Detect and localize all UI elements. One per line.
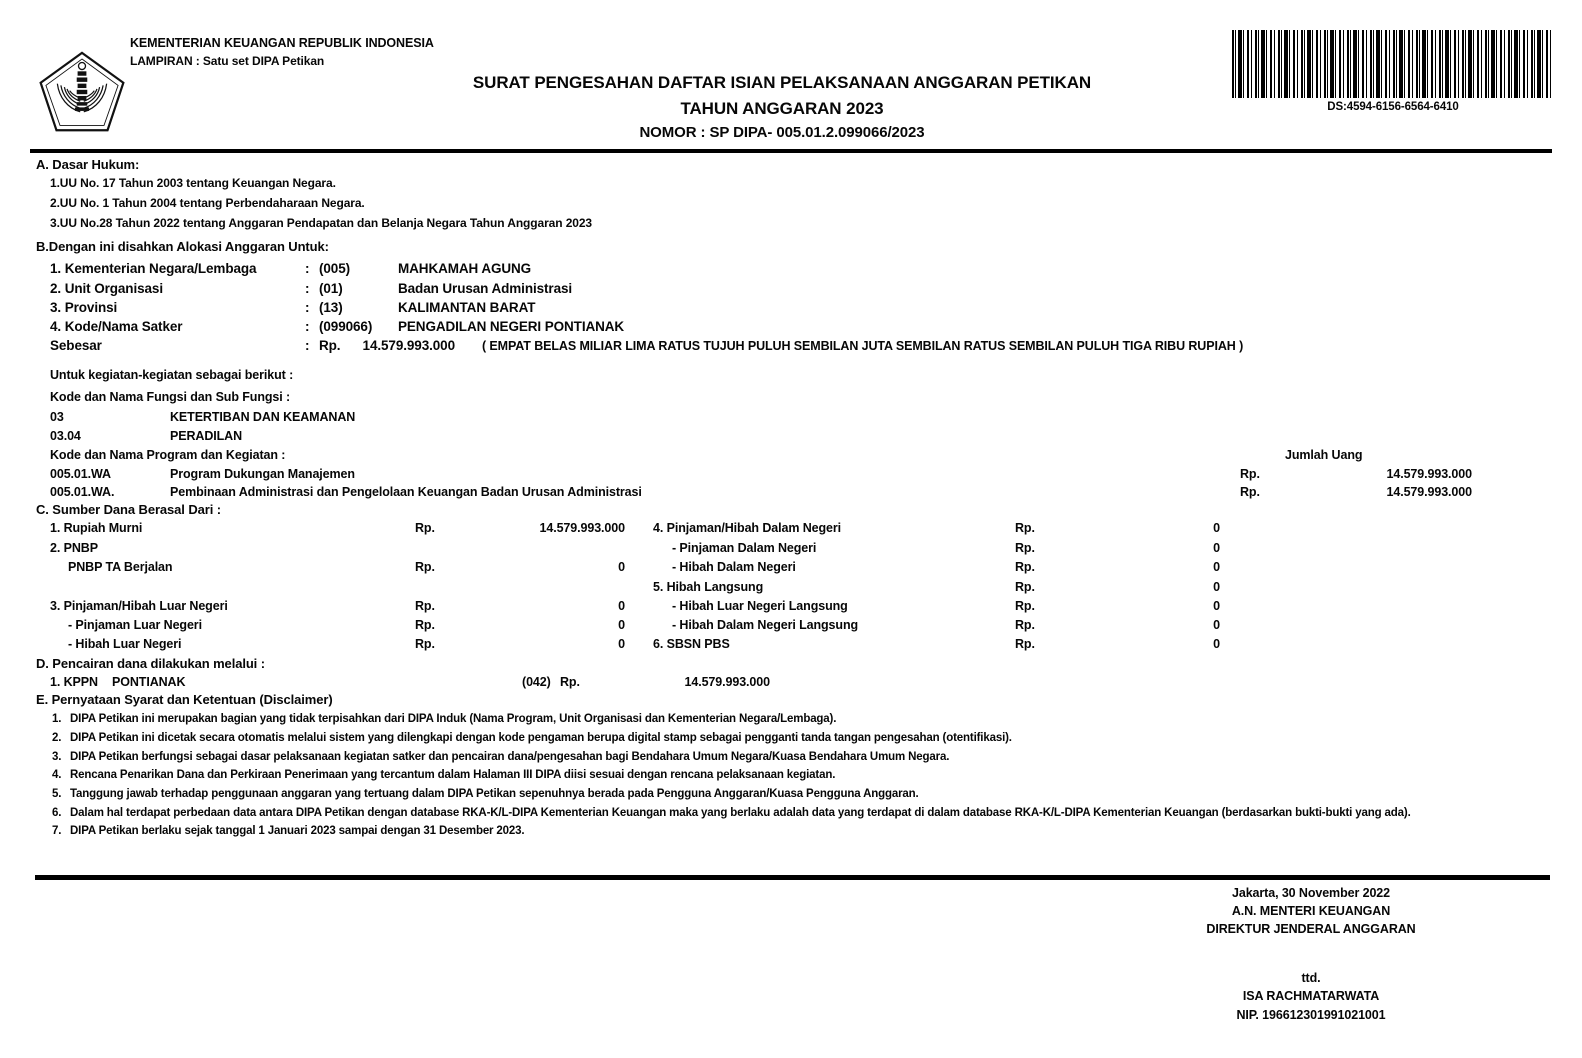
fiscal-year-title: TAHUN ANGGARAN 2023 <box>680 99 884 118</box>
fungsi-name: PERADILAN <box>170 429 243 443</box>
b-row-label: 2. Unit Organisasi <box>50 281 163 296</box>
sumber-dana-currency: Rp. <box>1015 541 1035 555</box>
program-code: 005.01.WA <box>50 467 111 481</box>
sebesar-currency: Rp. <box>319 338 341 353</box>
disclaimer-item: DIPA Petikan berlaku sejak tanggal 1 Januari 2023 sampai dengan 31 Desember 2023. <box>70 825 525 837</box>
sumber-dana-label: - Pinjaman Luar Negeri <box>68 618 202 632</box>
sumber-dana-currency: Rp. <box>1015 580 1035 594</box>
sumber-dana-amount: 0 <box>1213 599 1220 613</box>
kppn-currency: Rp. <box>560 675 580 689</box>
sumber-dana-amount: 0 <box>1213 618 1220 632</box>
sumber-dana-currency: Rp. <box>415 560 435 574</box>
sumber-dana-label: - Hibah Dalam Negeri <box>672 560 796 574</box>
sumber-dana-amount: 0 <box>618 637 625 651</box>
program-name: Pembinaan Administrasi dan Pengelolaan Keuangan Badan Urusan Administrasi <box>170 485 642 499</box>
kppn-name: PONTIANAK <box>112 675 186 689</box>
kppn-amount: 14.579.993.000 <box>684 675 770 689</box>
disclaimer-item: DIPA Petikan ini dicetak secara otomatis melalui sistem yang dilengkapi dengan kode pengaman berupa digital stamp sebagai pengganti tanda tangan pengesahan (otentifikasi). <box>70 732 1012 744</box>
disclaimer-item: Dalam hal terdapat perbedaan data antara DIPA Petikan dengan database RKA-K/L-DIPA Kementerian Keuangan maka yang berlaku adalah data yang terdapat di dalam database RKA-K/L-DIPA Kementerian Keuangan (berdasarkan bukti-bukti yang ada). <box>70 807 1411 819</box>
sumber-dana-currency: Rp. <box>415 521 435 535</box>
barcode-label: DS:4594-6156-6564-6410 <box>1327 101 1459 113</box>
sumber-dana-label: - Hibah Luar Negeri <box>68 637 182 651</box>
signature-nip: NIP. 196612301991021001 <box>1236 1008 1386 1022</box>
ministry-name: KEMENTERIAN KEUANGAN REPUBLIK INDONESIA <box>130 36 434 50</box>
program-heading: Kode dan Nama Program dan Kegiatan : <box>50 448 286 462</box>
dasar-hukum-item: 3.UU No.28 Tahun 2022 tentang Anggaran Pendapatan dan Belanja Negara Tahun Anggaran 2023 <box>50 216 592 230</box>
sebesar-amount-words: ( EMPAT BELAS MILIAR LIMA RATUS TUJUH PULUH SEMBILAN JUTA SEMBILAN RATUS SEMBILAN PULUH TIGA RIBU RUPIAH ) <box>482 339 1244 353</box>
sumber-dana-currency: Rp. <box>1015 599 1035 613</box>
sumber-dana-amount: 14.579.993.000 <box>539 521 625 535</box>
colon: : <box>305 261 310 276</box>
sumber-dana-currency: Rp. <box>415 618 435 632</box>
fungsi-code: 03.04 <box>50 429 81 443</box>
b-row-value: Badan Urusan Administrasi <box>398 281 573 296</box>
sumber-dana-label: - Hibah Dalam Negeri Langsung <box>672 618 859 632</box>
sumber-dana-currency: Rp. <box>1015 618 1035 632</box>
section-c-heading: C. Sumber Dana Berasal Dari : <box>36 502 221 517</box>
disclaimer-item: Rencana Penarikan Dana dan Perkiraan Penerimaan yang tercantum dalam Halaman III DIPA diisi sesuai dengan rencana pelaksanaan kegiatan. <box>70 769 836 781</box>
header-divider <box>30 149 1552 153</box>
disclaimer-num: 6. <box>52 807 62 819</box>
sebesar-amount: 14.579.993.000 <box>362 338 455 353</box>
signature-name: ISA RACHMATARWATA <box>1242 989 1380 1003</box>
signature-place-date: Jakarta, 30 November 2022 <box>1231 886 1391 900</box>
sumber-dana-amount: 0 <box>1213 637 1220 651</box>
dasar-hukum-item: 2.UU No. 1 Tahun 2004 tentang Perbendaharaan Negara. <box>50 196 365 210</box>
sumber-dana-label: PNBP TA Berjalan <box>68 560 173 574</box>
disclaimer-num: 3. <box>52 751 62 763</box>
sumber-dana-amount: 0 <box>1213 541 1220 555</box>
sumber-dana-currency: Rp. <box>415 599 435 613</box>
sumber-dana-amount: 0 <box>618 618 625 632</box>
b-row-label: 1. Kementerian Negara/Lembaga <box>50 261 257 276</box>
sumber-dana-amount: 0 <box>1213 521 1220 535</box>
sumber-dana-label: 4. Pinjaman/Hibah Dalam Negeri <box>653 521 842 535</box>
sumber-dana-amount: 0 <box>1213 560 1220 574</box>
sumber-dana-label: - Pinjaman Dalam Negeri <box>672 541 817 555</box>
sumber-dana-amount: 0 <box>1213 580 1220 594</box>
colon: : <box>305 281 310 296</box>
disclaimer-item: DIPA Petikan berfungsi sebagai dasar pelaksanaan kegiatan satker dan pencairan dana/pengesahan bagi Bendahara Umum Negara/Kuasa Bendahara Umum Negara. <box>70 751 950 763</box>
kppn-code: (042) <box>522 675 551 689</box>
program-amount: 14.579.993.000 <box>1386 485 1472 499</box>
section-b-heading: B.Dengan ini disahkan Alokasi Anggaran Untuk: <box>36 239 329 254</box>
colon: : <box>305 319 310 334</box>
dasar-hukum-item: 1.UU No. 17 Tahun 2003 tentang Keuangan Negara. <box>50 176 336 190</box>
fungsi-name: KETERTIBAN DAN KEAMANAN <box>170 410 356 424</box>
disclaimer-item: DIPA Petikan ini merupakan bagian yang tidak terpisahkan dari DIPA Induk (Nama Program, Unit Organisasi dan Kementerian Negara/Lembaga). <box>70 713 837 725</box>
sumber-dana-label: 2. PNBP <box>50 541 98 555</box>
sumber-dana-label: - Hibah Luar Negeri Langsung <box>672 599 848 613</box>
section-d-heading: D. Pencairan dana dilakukan melalui : <box>36 656 265 671</box>
signature-on-behalf: A.N. MENTERI KEUANGAN <box>1231 904 1391 918</box>
kegiatan-intro: Untuk kegiatan-kegiatan sebagai berikut : <box>50 368 294 382</box>
program-currency: Rp. <box>1240 485 1260 499</box>
sumber-dana-label: 1. Rupiah Murni <box>50 521 143 535</box>
sumber-dana-label: 3. Pinjaman/Hibah Luar Negeri <box>50 599 228 613</box>
program-currency: Rp. <box>1240 467 1260 481</box>
kppn-label: 1. KPPN <box>50 675 98 689</box>
fungsi-code: 03 <box>50 410 64 424</box>
disclaimer-num: 1. <box>52 713 62 725</box>
colon: : <box>305 300 310 315</box>
program-amount: 14.579.993.000 <box>1386 467 1472 481</box>
fungsi-heading: Kode dan Nama Fungsi dan Sub Fungsi : <box>50 390 291 404</box>
sumber-dana-currency: Rp. <box>1015 521 1035 535</box>
b-row-code: (099066) <box>319 319 373 334</box>
footer-divider <box>35 875 1550 880</box>
sumber-dana-currency: Rp. <box>1015 560 1035 574</box>
program-code: 005.01.WA. <box>50 485 115 499</box>
lampiran-label: LAMPIRAN : Satu set DIPA Petikan <box>130 54 325 68</box>
program-name: Program Dukungan Manajemen <box>170 467 355 481</box>
sumber-dana-label: 5. Hibah Langsung <box>653 580 764 594</box>
section-e-heading: E. Pernyataan Syarat dan Ketentuan (Disclaimer) <box>36 692 333 707</box>
disclaimer-num: 4. <box>52 769 62 781</box>
signature-title: DIREKTUR JENDERAL ANGGARAN <box>1206 922 1416 936</box>
disclaimer-num: 2. <box>52 732 62 744</box>
sumber-dana-currency: Rp. <box>1015 637 1035 651</box>
document-number: NOMOR : SP DIPA- 005.01.2.099066/2023 <box>639 124 925 141</box>
b-row-code: (13) <box>319 300 343 315</box>
jumlah-uang-label: Jumlah Uang <box>1285 448 1363 462</box>
b-row-value: PENGADILAN NEGERI PONTIANAK <box>398 319 625 334</box>
sumber-dana-amount: 0 <box>618 560 625 574</box>
document-title: SURAT PENGESAHAN DAFTAR ISIAN PELAKSANAAN ANGGARAN PETIKAN <box>472 73 1092 92</box>
section-a-heading: A. Dasar Hukum: <box>36 157 140 172</box>
disclaimer-item: Tanggung jawab terhadap penggunaan anggaran yang tertuang dalam DIPA Petikan sepenuhnya berada pada Pengguna Anggaran/Kuasa Pengguna Anggaran. <box>70 788 919 800</box>
b-row-code: (005) <box>319 261 351 276</box>
digital-stamp-barcode-icon <box>1232 30 1554 98</box>
b-row-code: (01) <box>319 281 343 296</box>
disclaimer-num: 5. <box>52 788 62 800</box>
b-row-label: 3. Provinsi <box>50 300 118 315</box>
b-row-label: 4. Kode/Nama Satker <box>50 319 183 334</box>
sumber-dana-label: 6. SBSN PBS <box>653 637 730 651</box>
disclaimer-num: 7. <box>52 825 62 837</box>
b-row-value: MAHKAMAH AGUNG <box>398 261 532 276</box>
sumber-dana-amount: 0 <box>618 599 625 613</box>
sumber-dana-currency: Rp. <box>415 637 435 651</box>
signature-ttd: ttd. <box>1301 971 1321 985</box>
colon: : <box>305 338 310 353</box>
b-row-value: KALIMANTAN BARAT <box>398 300 536 315</box>
sebesar-label: Sebesar <box>50 338 102 353</box>
